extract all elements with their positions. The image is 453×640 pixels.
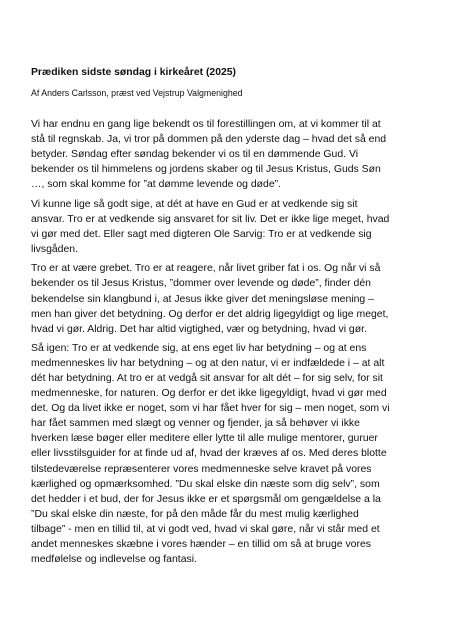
text-line: andet menneskes skæbne i vores hænder – en tillid om så at bruge vores [31,538,371,550]
text-line: tilbage” - men en tillid til, at vi godt ved, hvad vi skal gøre, når vi står med et [31,523,380,535]
text-line: betyder. Søndag efter søndag bekender vi os til en dømmende Gud. Vi [31,149,359,161]
text-line: …, som skal komme for ”at dømme levende og døde”. [31,179,282,191]
paragraph [31,117,424,192]
text-line: bekender os til himmelens og jordens skaber og til Jesus Kristus, Guds Søn [31,164,381,176]
text-line: hvad vi gør. Aldrig. Det har altid vigtighed, vær og betydning, hvad vi gør. [31,323,367,335]
text-line: det hedder i et bud, der for Jesus ikke er et spørgsmål om gengældelse a la [31,493,381,505]
text-line: Så igen: Tro er at vedkende sig, at ens eget liv har betydning – og at ens [31,343,367,355]
text-line: hverken læse bøger eller meditere eller lytte til alle mulige mentorer, guruer [31,433,378,445]
text-line: vi gør med det. Eller sagt med digteren Ole Sarvig: Tro er at vedkende sig [31,228,372,240]
text-line: Vi har endnu en gang lige bekendt os til forestillingen om, at vi kommer til at [31,119,381,130]
text-line: Tro er at være grebet. Tro er at reagere, når livet griber fat i os. Og når vi så [31,263,381,275]
text-line: tilstedeværelse repræsenterer vores medmenneske selve kravet på vores [31,463,372,475]
document-title: Prædiken sidste søndag i kirkeåret (2025) [31,67,237,78]
text-line: bekendelse sin klangbund i, at Jesus ikke giver det meningsløse mening – [31,293,374,305]
text-line: ansvar. Tro er at vedkende sig ansvaret for sit liv. Det er ikke lige meget, hvad [31,213,390,225]
paragraph [31,341,424,567]
text-line: medmenneske, for naturen. Og derfor er det ikke ligegyldigt, hvad vi gør med [31,388,387,400]
paragraph [31,197,424,257]
text-line: har fået sammen med slægt og venner og fjender, ja så behøver vi ikke [31,418,360,430]
document-body [31,117,424,571]
text-line: livsgåden. [31,243,78,255]
text-line: eller livsstilsguider for at finde ud af, hvad der kræves af os. Med deres blotte [31,448,387,460]
text-line: Vi kunne lige så godt sige, at dét at have en Gud er at vedkende sig sit [31,198,358,210]
text-line: men han giver det betydning. Og derfor er det aldrig ligegyldigt og lige meget, [31,308,389,320]
paragraph [31,261,424,336]
text-line: stå til regnskab. Ja, vi tror på dommen på den yderste dag – hvad det så end [31,134,387,146]
text-line: bekender os til Jesus Kristus, ”dommer over levende og døde”, finder dén [31,278,371,290]
text-line: det. Og da livet ikke er noget, som vi har fået hver for sig – men noget, som vi [31,403,390,415]
text-line: ”Du skal elske din næste, for på den måde får du mest mulig kærlighed [31,508,359,520]
document-byline: Af Anders Carlsson, præst ved Vejstrup Valgmenighed [31,88,243,98]
text-line: medfølelse og indlevelse og fantasi. [31,553,197,565]
text-line: medmenneskes liv har betydning – og at den natur, vi er indfældede i – at alt [31,358,385,370]
text-line: kærlighed og opmærksomhed. ”Du skal elske din næste som dig selv”, som [31,478,380,490]
text-line: dét har betydning. At tro er at vedgå sit ansvar for alt dét – for sig selv, for sit [31,373,383,385]
